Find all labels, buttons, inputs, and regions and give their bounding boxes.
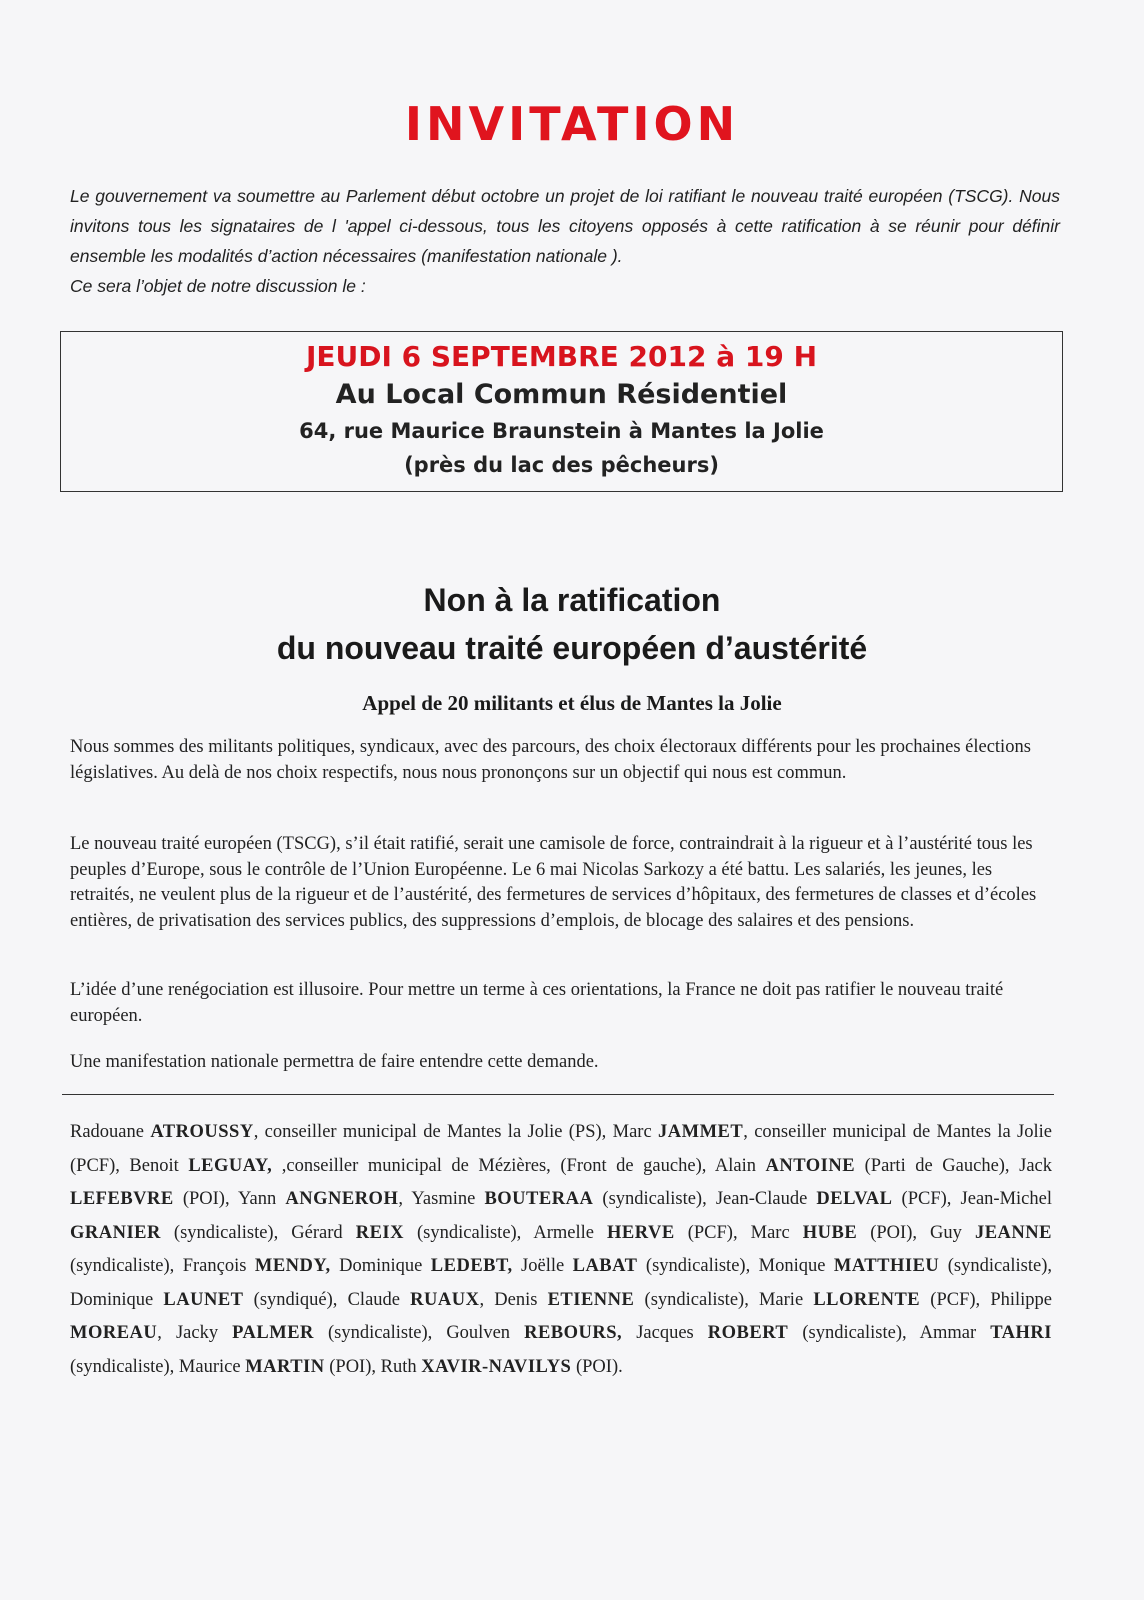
signatory-last-name: LEDEBT, xyxy=(430,1256,513,1276)
signatory-first-name: Ammar xyxy=(919,1323,991,1343)
signatory-last-name: LEFEBVRE xyxy=(70,1189,174,1209)
signatory-last-name: MENDY, xyxy=(254,1256,331,1276)
signatory-affiliation: (syndicaliste), xyxy=(637,1256,759,1276)
signatory-affiliation: (syndiqué), xyxy=(243,1289,348,1310)
signatory xyxy=(183,1256,339,1276)
signatory-first-name: Maurice xyxy=(178,1356,246,1377)
signatory xyxy=(715,1156,1019,1176)
signatory-last-name: ANTOINE xyxy=(765,1155,856,1176)
signatory xyxy=(129,1156,714,1176)
signatory xyxy=(411,1189,715,1209)
signatory-affiliation: , xyxy=(157,1323,176,1343)
signatory-first-name: Jean-Michel xyxy=(960,1189,1052,1209)
signatory-affiliation: (syndicaliste), xyxy=(160,1222,292,1243)
signatory-affiliation xyxy=(331,1256,339,1276)
signatory xyxy=(533,1223,750,1243)
signatory-affiliation: (syndicaliste), xyxy=(403,1222,534,1243)
event-address: 64, rue Maurice Braunstein à Mantes la Jolie xyxy=(299,419,824,443)
signatory-last-name: MATTHIEU xyxy=(833,1256,940,1276)
signatory-first-name: Philippe xyxy=(990,1289,1052,1310)
body-paragraph: Le nouveau traité européen (TSCG), s’il était ratifié, serait une camisole de force, contraindrait à la rigueur et à l’austérité tous les peuples d’Europe, sous le contrôle de l’Union Européenne. Le 6 mai Nicolas Sarkozy a été battu. Les salariés, les jeunes, les retraités, ne veulent plus de la rigueur et de l’austérité, des fermetures de services d’hôpitaux, des fermetures de classes et d’écoles entières, de privatisation des services publics, des suppressions d’emplois, de blocage des salaires et des pensions. xyxy=(70,834,1037,931)
signatory-first-name: Denis xyxy=(494,1289,548,1310)
signatory xyxy=(494,1290,759,1310)
headline-line-1: Non à la ratification xyxy=(423,582,721,618)
event-place: Au Local Commun Résidentiel xyxy=(335,379,788,410)
signatory xyxy=(291,1223,533,1243)
signatory-first-name: Alain xyxy=(714,1155,766,1176)
signatory-last-name: REBOURS, xyxy=(524,1323,623,1343)
signatory xyxy=(348,1290,495,1310)
signatory-affiliation: (syndicaliste), xyxy=(70,1356,179,1377)
signatory xyxy=(759,1290,990,1310)
signatory-affiliation: (PCF), xyxy=(920,1289,991,1310)
signatory-affiliation: (Parti de Gauche), xyxy=(855,1155,1020,1176)
event-location-note: (près du lac des pêcheurs) xyxy=(404,453,719,477)
signatory-last-name: JAMMET xyxy=(658,1122,744,1142)
signatory-affiliation: (POI), xyxy=(324,1356,381,1377)
signatory-first-name: Armelle xyxy=(533,1222,608,1243)
signatory-first-name: Marc xyxy=(750,1222,803,1243)
signatory-last-name: XAVIR-NAVILYS xyxy=(421,1356,572,1377)
signatory-last-name: REIX xyxy=(355,1222,404,1243)
intro-paragraph: Le gouvernement va soumettre au Parlement début octobre un projet de loi ratifiant le nouveau traité européen (TSCG). Nous invitons tous les signataires de l 'appel ci-dessous, tous les citoyens opposés à cette ratification à se réunir pour définir ensemble les modalités d’action nécessaires (manifestation nationale ). xyxy=(70,186,1060,266)
signatory-affiliation: (syndicaliste), xyxy=(70,1256,183,1276)
signatory-affiliation: , conseiller municipal de Mantes la Jolie (PCF), xyxy=(70,1122,1052,1176)
signatory-last-name: RUAUX xyxy=(410,1289,480,1310)
signatory-last-name: JEANNE xyxy=(974,1222,1052,1243)
signatory-first-name: Monique xyxy=(758,1256,834,1276)
signatory-affiliation: , xyxy=(398,1189,412,1209)
signatory xyxy=(521,1256,759,1276)
signatory-first-name: Jean-Claude xyxy=(715,1189,817,1209)
invitation-title: INVITATION xyxy=(404,97,740,151)
signatory-first-name: Jack xyxy=(1019,1155,1052,1176)
body-paragraph: Une manifestation nationale permettra de faire entendre cette demande. xyxy=(70,1052,599,1072)
signatory-affiliation: (POI), xyxy=(857,1222,931,1243)
signatory-affiliation: , conseiller municipal de Mantes la Jolie (PS), xyxy=(253,1122,613,1142)
signatory-last-name: LEGUAY, xyxy=(188,1155,273,1176)
signatory-last-name: GRANIER xyxy=(70,1222,161,1243)
body-paragraph: Nous sommes des militants politiques, syndicaux, avec des parcours, des choix électoraux différents pour les prochaines élections législatives. Au delà de nos choix respectifs, nous nous prononçons sur un objectif qui nous est commun. xyxy=(70,737,1031,783)
signatory-affiliation: (POI), xyxy=(173,1189,239,1209)
signatory-last-name: TAHRI xyxy=(990,1323,1052,1343)
signatory xyxy=(176,1323,446,1343)
signatory-last-name: DELVAL xyxy=(816,1189,893,1209)
signatory-last-name: LABAT xyxy=(572,1256,638,1276)
signatory xyxy=(381,1357,623,1377)
section-divider xyxy=(62,1094,1054,1095)
signatory-last-name: HERVE xyxy=(607,1222,675,1243)
signatory-affiliation: (POI). xyxy=(571,1356,623,1377)
signatory-first-name: Yasmine xyxy=(411,1189,485,1209)
signatory-affiliation: (PCF), xyxy=(674,1222,751,1243)
signatory xyxy=(238,1189,411,1209)
signatory xyxy=(716,1189,961,1209)
signatory-last-name: HUBE xyxy=(802,1222,858,1243)
signatory-affiliation: (syndicaliste), xyxy=(313,1323,447,1343)
signatory xyxy=(70,1122,613,1142)
signatory xyxy=(70,1290,348,1310)
signatory-first-name: Jacques xyxy=(636,1323,708,1343)
event-date: JEUDI 6 SEPTEMBRE 2012 à 19 H xyxy=(305,340,818,373)
signatory-affiliation xyxy=(622,1323,636,1343)
signatory-first-name: Jacky xyxy=(175,1323,233,1343)
signatory-first-name: Radouane xyxy=(70,1122,151,1142)
signatory-first-name: Guy xyxy=(930,1222,975,1243)
signatory-last-name: ROBERT xyxy=(707,1323,789,1343)
appeal-headline xyxy=(0,576,1144,672)
signatory-last-name: PALMER xyxy=(232,1323,314,1343)
signatory-first-name: Dominique xyxy=(70,1289,164,1310)
signatory xyxy=(751,1223,930,1243)
headline-line-2: du nouveau traité européen d’austérité xyxy=(276,630,868,666)
signatory-affiliation: (PCF), xyxy=(892,1189,961,1209)
intro-lead: Ce sera l’objet de notre discussion le : xyxy=(70,276,366,296)
signatory-last-name: LAUNET xyxy=(163,1289,244,1310)
signatory-last-name: MARTIN xyxy=(245,1356,325,1377)
signatory-first-name: Ruth xyxy=(380,1356,422,1377)
signatory xyxy=(179,1357,381,1377)
signatory-affiliation: (syndicaliste), xyxy=(634,1289,759,1310)
signatory-affiliation: (syndicaliste), xyxy=(788,1323,920,1343)
signatory-first-name: Joëlle xyxy=(521,1256,573,1276)
signatory-last-name: ETIENNE xyxy=(547,1289,635,1310)
signatory-last-name: ANGNEROH xyxy=(285,1189,399,1209)
signatory xyxy=(339,1256,521,1276)
signatory-last-name: MOREAU xyxy=(70,1323,158,1343)
signatory-first-name: Dominique xyxy=(339,1256,431,1276)
body-paragraph: L’idée d’une renégociation est illusoire. Pour mettre un terme à ces orientations, la France ne doit pas ratifier le nouveau traité européen. xyxy=(70,980,1004,1026)
event-box xyxy=(60,331,1063,492)
appeal-subheadline: Appel de 20 militants et élus de Mantes la Jolie xyxy=(362,691,782,715)
signatory-first-name: Claude xyxy=(347,1289,411,1310)
signatory-last-name: BOUTERAA xyxy=(484,1189,594,1209)
signatory-affiliation: ,conseiller municipal de Mézières, (Front de gauche), xyxy=(272,1155,715,1176)
signatory xyxy=(636,1323,919,1343)
signatories-list xyxy=(70,1116,1052,1384)
signatory-first-name: François xyxy=(182,1256,255,1276)
signatory-affiliation: (syndicaliste), xyxy=(939,1256,1052,1276)
signatory-first-name: Yann xyxy=(238,1189,286,1209)
signatory-first-name: Marc xyxy=(612,1122,659,1142)
signatory xyxy=(759,1256,1052,1276)
signatory-affiliation: (syndicaliste), xyxy=(593,1189,716,1209)
signatory-first-name: Goulven xyxy=(446,1323,525,1343)
signatory-first-name: Marie xyxy=(758,1289,814,1310)
signatory-first-name: Benoit xyxy=(129,1155,189,1176)
signatory-first-name: Gérard xyxy=(291,1222,356,1243)
signatory-last-name: ATROUSSY xyxy=(150,1122,254,1142)
signatory-affiliation: , xyxy=(479,1289,495,1310)
signatory xyxy=(446,1323,636,1343)
signatory-last-name: LLORENTE xyxy=(813,1289,921,1310)
signatory-affiliation xyxy=(513,1256,521,1276)
